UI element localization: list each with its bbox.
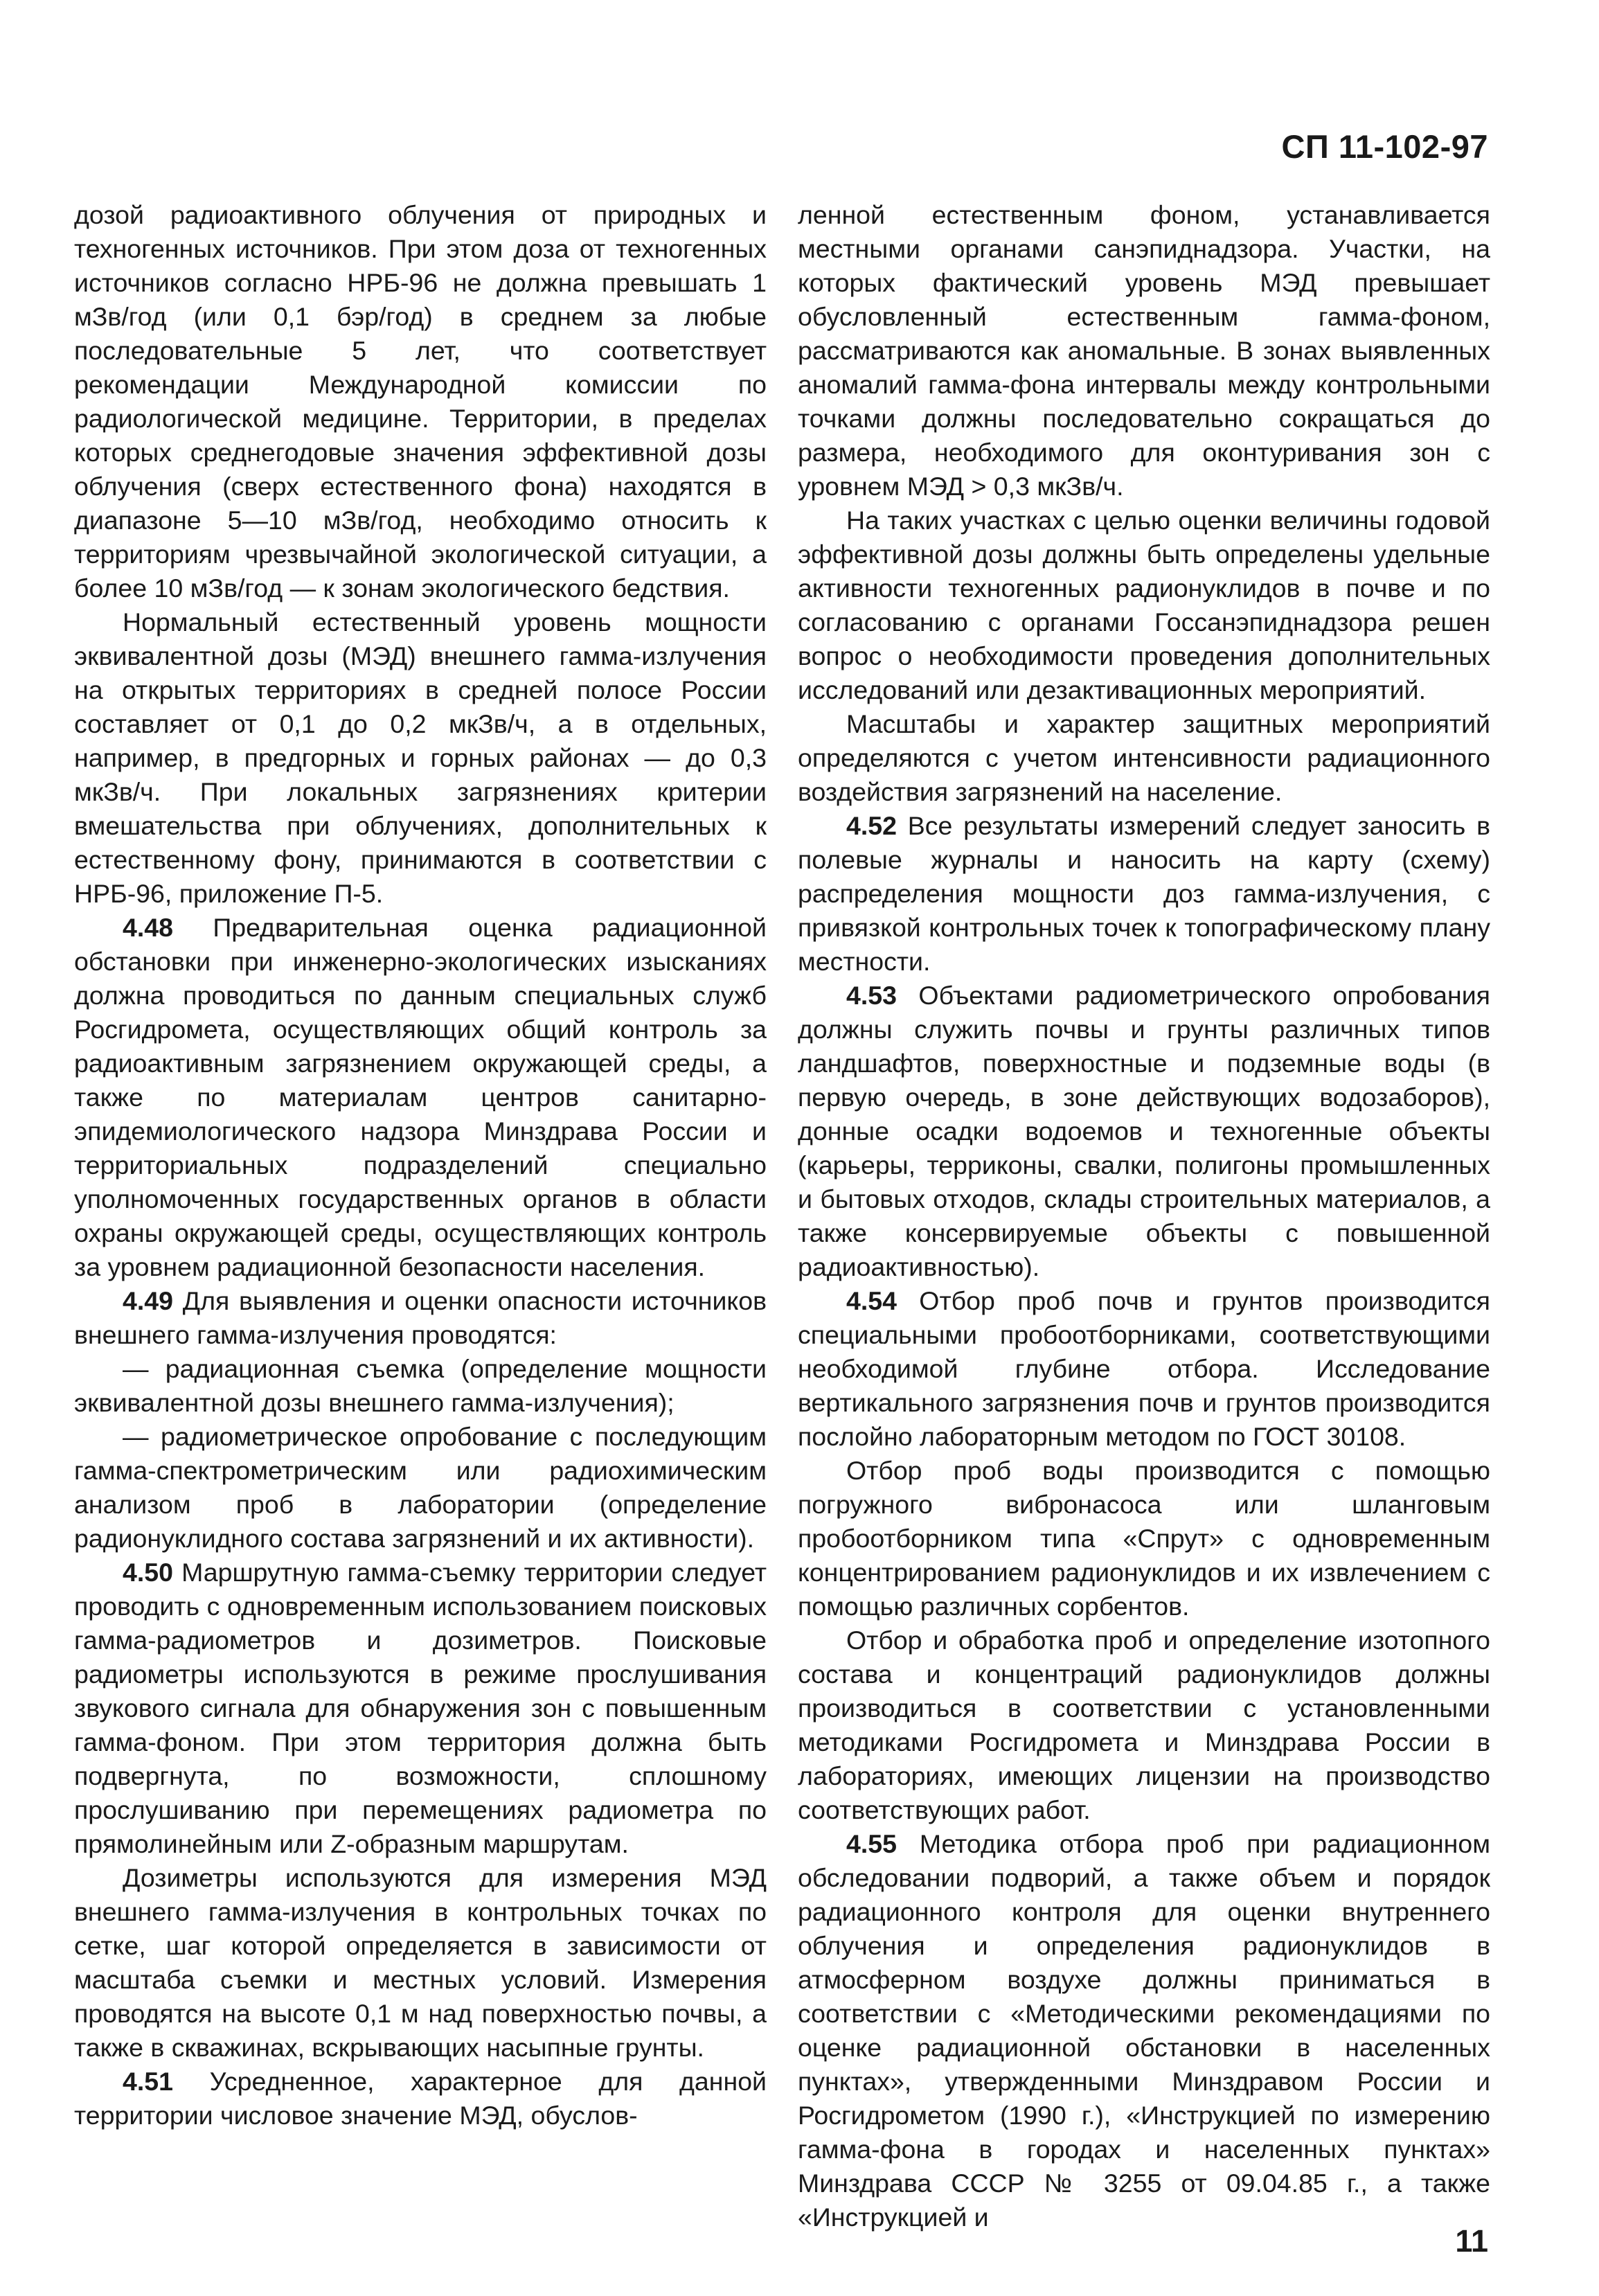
paragraph-text: ленной естественным фоном, устанавливается местными органами санэпиднадзора. Участки, на которых фактический уровень МЭД превышает обусловленный естественным гамма-фоном, рассматриваются как аномальные. В зонах выявленных аномалий гамма-фона интервалы между контрольными точками должны последовательно сокращаться до размера, необходимого для оконтуривания зон с уровнем МЭД > 0,3 мкЗв/ч. — [798, 200, 1490, 501]
page-number: 11 — [1455, 2223, 1488, 2259]
paragraph-text: Отбор проб почв и грунтов производится специальными пробоотборниками, соответствующими необходимой глубине отбора. Исследование вертикального загрязнения почв и грунтов производится послойно лабораторным методом по ГОСТ 30108. — [798, 1286, 1490, 1451]
paragraph — [798, 198, 1490, 504]
paragraph — [74, 1284, 767, 1352]
clause-number: 4.51 — [123, 2067, 173, 2096]
paragraph-text: Для выявления и оценки опасности источников внешнего гамма-излучения проводятся: — [74, 1286, 767, 1349]
paragraph — [74, 605, 767, 911]
paragraph — [798, 979, 1490, 1284]
paragraph-text: — радиационная съемка (определение мощности эквивалентной дозы внешнего гамма-излучения); — [74, 1354, 767, 1417]
paragraph-text: Дозиметры используются для измерения МЭД внешнего гамма-излучения в контрольных точках по сетке, шаг которой определяется в зависимости от масштаба съемки и местных условий. Измерения проводятся на высоте 0,1 м над поверхностью почвы, а также в скважинах, вскрывающих насыпные грунты. — [74, 1863, 767, 2062]
clause-number: 4.50 — [123, 1558, 173, 1587]
paragraph-text: — радиометрическое опробование с последующим гамма-спектрометрическим или радиохимическим анализом проб в лаборатории (определение радионуклидного состава загрязнений и их активности). — [74, 1422, 767, 1553]
paragraph — [798, 1454, 1490, 1623]
list-item — [74, 1352, 767, 1420]
clause-number: 4.52 — [846, 811, 897, 840]
clause-number: 4.49 — [123, 1286, 173, 1315]
paragraph-text: Объектами радиометрического опробования должны служить почвы и грунты различных типов ландшафтов, поверхностные и подземные воды (в первую очередь, в зоне действующих водозаборов), донные осадки водоемов и техногенные объекты (карьеры, терриконы, свалки, полигоны промышленных и бытовых отходов, склады строительных материалов, а также консервируемые объекты с повышенной радиоактивностью). — [798, 981, 1490, 1281]
paragraph-text: Отбор проб воды производится с помощью погружного вибронасоса или шланговым пробоотборником типа «Спрут» с одновременным концентрированием радионуклидов и их извлечением с помощью различных сорбентов. — [798, 1456, 1490, 1621]
paragraph-text: Нормальный естественный уровень мощности эквивалентной дозы (МЭД) внешнего гамма-излучения на открытых территориях в средней полосе России составляет от 0,1 до 0,2 мкЗв/ч, а в отдельных, например, в предгорных и горных районах — до 0,3 мкЗв/ч. При локальных загрязнениях критерии вмешательства при облучениях, дополнительных к естественному фону, принимаются в соответствии с НРБ-96, приложение П-5. — [74, 607, 767, 908]
paragraph — [798, 1623, 1490, 1827]
clause-number: 4.48 — [123, 913, 173, 942]
paragraph-text: Методика отбора проб при радиационном обследовании подворий, а также объем и порядок радиационного контроля для оценки внутреннего облучения и определения радионуклидов в атмосферном воздухе должны приниматься в соответствии с «Методическими рекомендациями по оценке радиационной обстановки в населенных пунктах», утвержденными Минздравом России и Росгидрометом (1990 г.), «Инструкцией по измерению гамма-фона в городах и населенных пунктах» Минздрава СССР № 3255 от 09.04.85 г., а также «Инструкцией и — [798, 1829, 1490, 2232]
paragraph — [74, 1556, 767, 1861]
paragraph — [74, 1861, 767, 2065]
paragraph — [74, 911, 767, 1284]
paragraph — [74, 198, 767, 605]
paragraph-text: Отбор и обработка проб и определение изотопного состава и концентраций радионуклидов должны производиться в соответствии с установленными методиками Росгидромета и Минздрава России в лабораториях, имеющих лицензии на производство соответствующих работ. — [798, 1626, 1490, 1824]
clause-number: 4.54 — [846, 1286, 897, 1315]
clause-number: 4.55 — [846, 1829, 897, 1858]
document-code: СП 11-102-97 — [1281, 128, 1488, 165]
paragraph — [798, 809, 1490, 979]
paragraph-text: Маршрутную гамма-съемку территории следует проводить с одновременным использованием поисковых гамма-радиометров и дозиметров. Поисковые радиометры используются в режиме прослушивания звукового сигнала для обнаружения зон с повышенным гамма-фоном. При этом территория должна быть подвергнута, по возможности, сплошному прослушиванию при перемещениях радиометра по прямолинейным или Z-образным маршрутам. — [74, 1558, 767, 1858]
left-column — [74, 198, 767, 2133]
paragraph — [798, 707, 1490, 809]
paragraph-text: Усредненное, характерное для данной территории числовое значение МЭД, обуслов- — [74, 2067, 767, 2130]
paragraph-text: Все результаты измерений следует заносить в полевые журналы и наносить на карту (схему) распределения мощности доз гамма-излучения, с привязкой контрольных точек к топографическому плану местности. — [798, 811, 1490, 976]
right-column — [798, 198, 1490, 2234]
list-item — [74, 1420, 767, 1556]
paragraph — [798, 1827, 1490, 2234]
paragraph — [74, 2065, 767, 2133]
clause-number: 4.53 — [846, 981, 897, 1010]
paragraph-text: дозой радиоактивного облучения от природных и техногенных источников. При этом доза от техногенных источников согласно НРБ-96 не должна превышать 1 мЗв/год (или 0,1 бэр/год) в среднем за любые последовательные 5 лет, что соответствует рекомендации Международной комиссии по радиологической медицине. Территории, в пределах которых среднегодовые значения эффективной дозы облучения (сверх естественного фона) находятся в диапазоне 5—10 мЗв/год, необходимо относить к территориям чрезвычайной экологической ситуации, а более 10 мЗв/год — к зонам экологического бедствия. — [74, 200, 767, 603]
paragraph — [798, 1284, 1490, 1454]
paragraph-text: Масштабы и характер защитных мероприятий определяются с учетом интенсивности радиационного воздействия загрязнений на население. — [798, 709, 1490, 806]
paragraph-text: На таких участках с целью оценки величины годовой эффективной дозы должны быть определены удельные активности техногенных радионуклидов в почве и по согласованию с органами Госсанэпиднадзора решен вопрос о необходимости проведения дополнительных исследований или дезактивационных мероприятий. — [798, 506, 1490, 704]
paragraph-text: Предварительная оценка радиационной обстановки при инженерно-экологических изысканиях должна проводиться по данным специальных служб Росгидромета, осуществляющих общий контроль за радиоактивным загрязнением окружающей среды, а также по материалам центров санитарно-эпидемиологического надзора Минздрава России и территориальных подразделений специально уполномоченных государственных органов в области охраны окружающей среды, осуществляющих контроль за уровнем радиационной безопасности населения. — [74, 913, 767, 1281]
paragraph — [798, 504, 1490, 707]
